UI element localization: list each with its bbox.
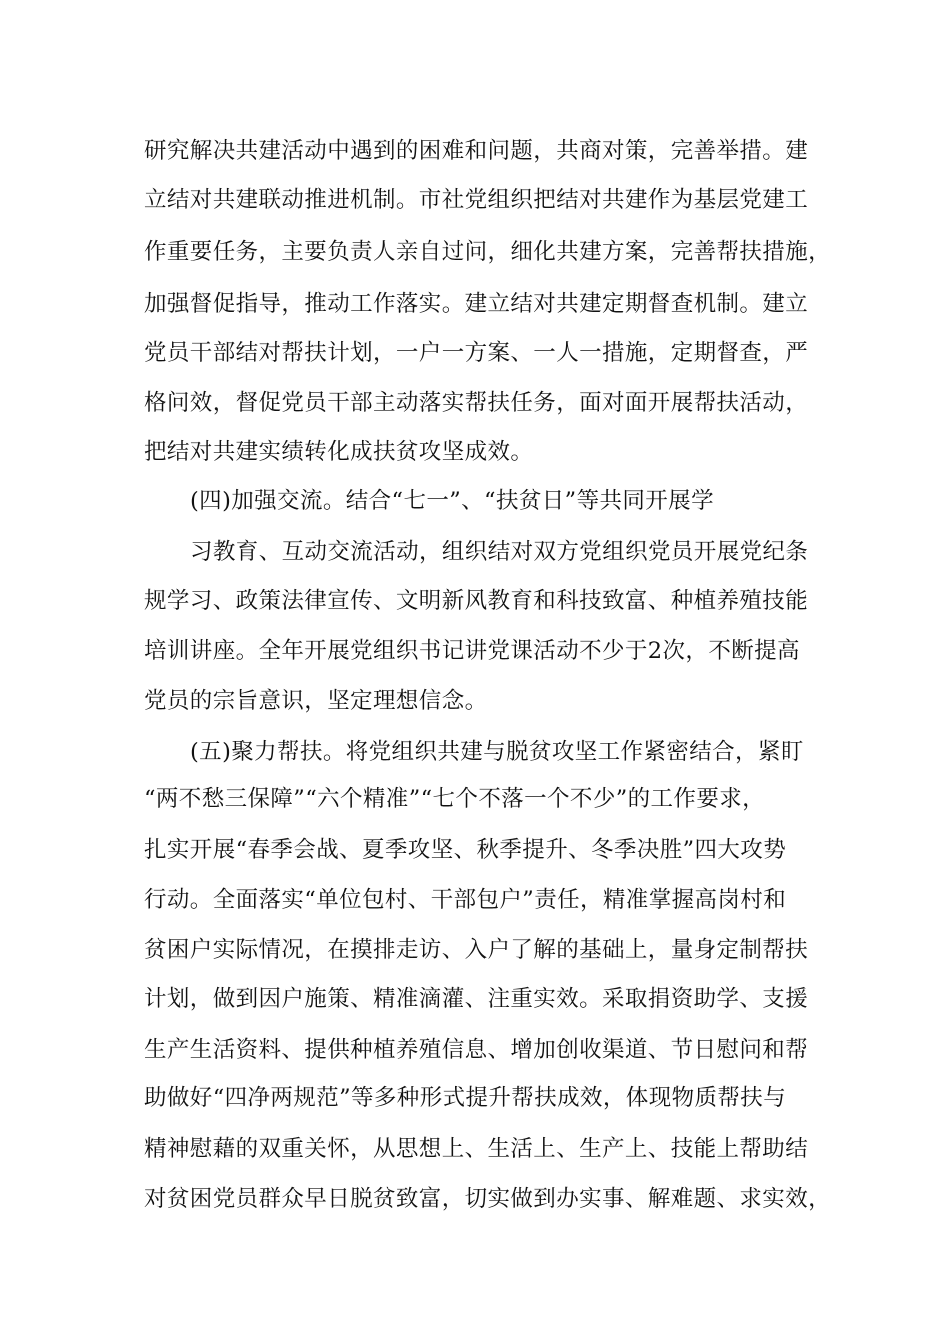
- text-line: 贫困户实际情况，在摸排走访、入户了解的基础上，量身定制帮扶: [144, 937, 809, 963]
- text-line: 格问效，督促党员干部主动落实帮扶任务，面对面开展帮扶活动，: [144, 390, 809, 416]
- text-line: 计划，做到因户施策、精准滴灌、注重实效。采取捐资助学、支援: [144, 986, 809, 1012]
- text-line: 对贫困党员群众早日脱贫致富，切实做到办实事、解难题、求实效，: [144, 1186, 832, 1212]
- text-line: “两不愁三保障”“六个精准”“七个不落一个不少”的工作要求，: [144, 786, 766, 812]
- text-line: 研究解决共建活动中遇到的困难和问题，共商对策，完善举措。建: [144, 138, 809, 164]
- text-line: 培训讲座。全年开展党组织书记讲党课活动不少于2次，不断提高: [144, 638, 800, 664]
- text-line: 扎实开展“春季会战、夏季攻坚、秋季提升、冬季决胜”四大攻势: [144, 837, 787, 863]
- section-heading-line: (四)加强交流。结合“七一”、“扶贫日”等共同开展学: [190, 488, 714, 514]
- text-line: 党员干部结对帮扶计划，一户一方案、一人一措施，定期督查，严: [144, 340, 809, 366]
- text-line: 精神慰藉的双重关怀，从思想上、生活上、生产上、技能上帮助结: [144, 1136, 809, 1162]
- text-line: 党员的宗旨意识，坚定理想信念。: [144, 688, 488, 714]
- text-line: 助做好“四净两规范”等多种形式提升帮扶成效，体现物质帮扶与: [144, 1085, 787, 1111]
- text-line: 规学习、政策法律宣传、文明新风教育和科技致富、种植养殖技能: [144, 588, 809, 614]
- text-line: 加强督促指导，推动工作落实。建立结对共建定期督查机制。建立: [144, 291, 809, 317]
- text-line: 作重要任务，主要负责人亲自过问，细化共建方案，完善帮扶措施，: [144, 239, 832, 265]
- text-line: 习教育、互动交流活动，组织结对双方党组织党员开展党纪条: [190, 539, 809, 565]
- text-line: 立结对共建联动推进机制。市社党组织把结对共建作为基层党建工: [144, 187, 809, 213]
- text-line: 把结对共建实绩转化成扶贫攻坚成效。: [144, 439, 534, 465]
- section-heading-line: (五)聚力帮扶。将党组织共建与脱贫攻坚工作紧密结合，紧盯: [190, 739, 804, 765]
- text-line: 行动。全面落实“单位包村、干部包户”责任，精准掌握高岗村和: [144, 887, 787, 913]
- text-line: 生产生活资料、提供种植养殖信息、增加创收渠道、节日慰问和帮: [144, 1037, 809, 1063]
